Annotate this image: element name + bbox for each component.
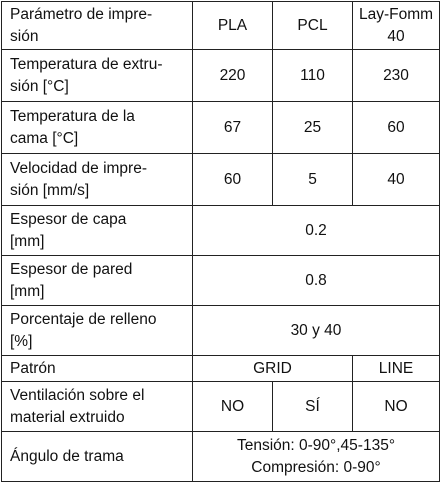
cell-layfomm: NO — [353, 382, 440, 432]
cell-layfomm: 40 — [353, 154, 440, 206]
cell-pla: 60 — [193, 154, 273, 206]
table-row — [2, 356, 440, 382]
row-label: Espesor de capa [mm] — [2, 206, 193, 256]
table-row — [2, 432, 440, 482]
header-pla: PLA — [193, 2, 273, 50]
header-pcl: PCL — [273, 2, 353, 50]
row-label: Temperatura de la cama [°C] — [2, 102, 193, 154]
table-row — [2, 206, 440, 256]
header-param: Parámetro de impre- sión — [2, 2, 193, 50]
row-label: Temperatura de extru- sión [°C] — [2, 50, 193, 102]
cell-pla-pcl: GRID — [193, 356, 353, 382]
row-label: Velocidad de impre- sión [mm/s] — [2, 154, 193, 206]
table-row — [2, 382, 440, 432]
table-row — [2, 306, 440, 356]
cell-all-materials: 0.2 — [193, 206, 440, 256]
row-label: Porcentaje de relleno [%] — [2, 306, 193, 356]
row-label: Ventilación sobre el material extruido — [2, 382, 193, 432]
cell-layfomm: 60 — [353, 102, 440, 154]
printing-parameters-table — [1, 1, 440, 482]
row-label: Patrón — [2, 356, 193, 382]
cell-all-materials: 30 y 40 — [193, 306, 440, 356]
cell-pla: 220 — [193, 50, 273, 102]
table-row — [2, 50, 440, 102]
header-row — [2, 2, 440, 50]
cell-layfomm: 230 — [353, 50, 440, 102]
row-label: Ángulo de trama — [2, 432, 193, 482]
cell-all-materials: 0.8 — [193, 256, 440, 306]
table-row — [2, 154, 440, 206]
cell-layfomm: LINE — [353, 356, 440, 382]
cell-pcl: 110 — [273, 50, 353, 102]
header-layfomm: Lay-Fomm 40 — [353, 2, 440, 50]
cell-pla: NO — [193, 382, 273, 432]
cell-pcl: 25 — [273, 102, 353, 154]
cell-pcl: 5 — [273, 154, 353, 206]
row-label: Espesor de pared [mm] — [2, 256, 193, 306]
cell-pcl: SÍ — [273, 382, 353, 432]
table-row — [2, 256, 440, 306]
table-row — [2, 102, 440, 154]
cell-all-materials: Tensión: 0-90°,45-135° Compresión: 0-90° — [193, 432, 440, 482]
cell-pla: 67 — [193, 102, 273, 154]
